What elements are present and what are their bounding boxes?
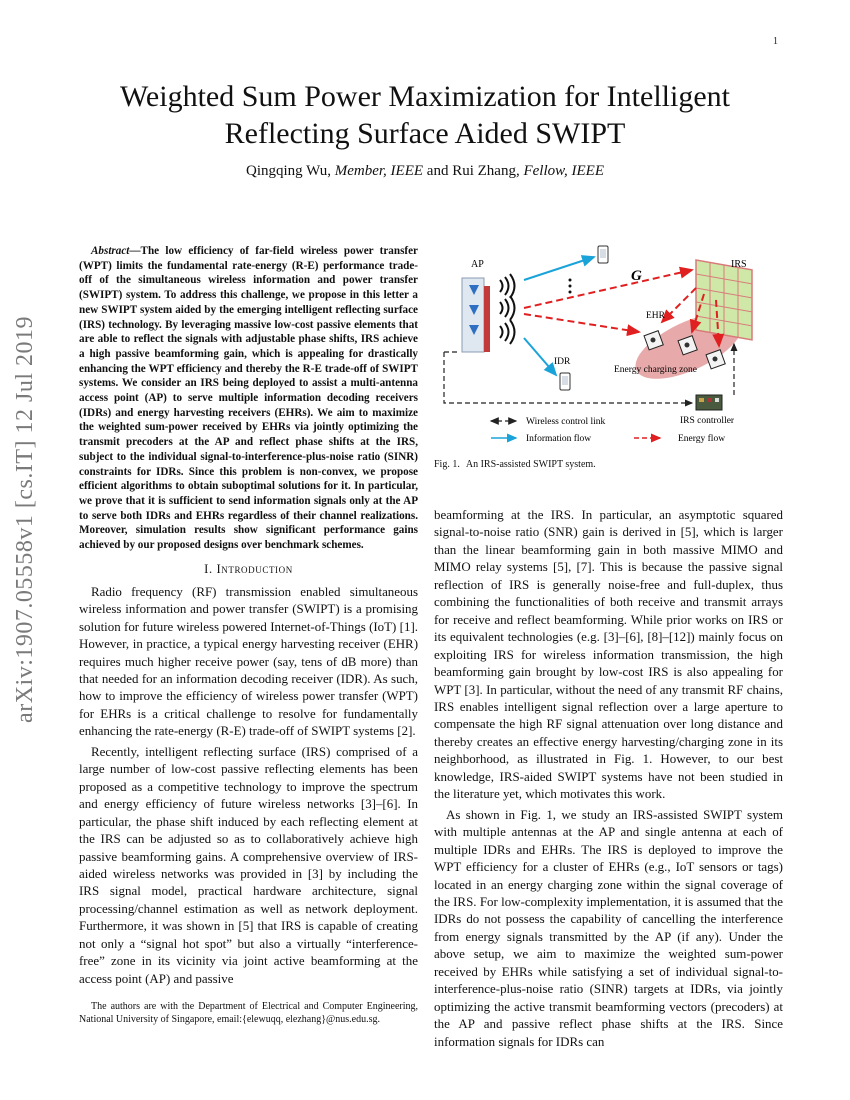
section-heading-introduction: I. Introduction: [204, 561, 293, 576]
abstract: [79, 244, 418, 553]
idr-label: IDR: [554, 357, 571, 367]
figure-caption-text: An IRS-assisted SWIPT system.: [465, 459, 596, 470]
idr-device-icon: [560, 373, 570, 390]
figure-caption: [434, 459, 596, 470]
energy-flow-arrow: [524, 270, 692, 308]
energy-flow-arrow: [524, 314, 639, 332]
abstract-label: Abstract: [91, 245, 130, 257]
legend-info-label: Information flow: [526, 434, 592, 444]
author-membership: Fellow, IEEE: [523, 163, 604, 179]
info-flow-arrow: [524, 257, 594, 280]
author-name: Rui Zhang,: [452, 163, 520, 179]
legend-control-label: Wireless control link: [526, 417, 606, 427]
body-paragraph: Recently, intelligent reflecting surface (IRS) comprised of a large number of low-cost passive reflecting elements has been proposed as a competitive technology to improve the spectrum and energy efficiency of future wireless networks [3]–[6]. In particular, the phase shift induced by each reflecting element at the IRS can be adjusted so as to collaboratively achieve high passive beamforming gains. A comprehensive overview of IRS-aided wireless networks was provided in [3] by including the IRS signal model, practical hardware architecture, signal processing/channel estimation as well as network deployment. Furthermore, it was shown in [5] that IRS is capable of creating not only a “signal hot spot” but also a virtually “interference-free” zone in its vicinity via joint active beamforming at the access point (AP) and passive: [79, 743, 418, 986]
body-paragraph: As shown in Fig. 1, we study an IRS-assisted SWIPT system with multiple antennas at the AP and single antenna at each of multiple IDRs and EHRs. The IRS is deployed to improve the WPT efficiency for a cluster of EHRs (e.g., IoT sensors or tags) located in an energy charging zone within the signal coverage of the IRS. For low-complexity implementation, it is assumed that the IDRs do not possess the capability of cancelling the interference from energy signals transmitted by the AP (if any). Under the above setup, we aim to maximize the weighted sum-power received by EHRs while satisfying a set of individual signal-to-interference-plus-noise ratio (SINR) targets at IDRs, via jointly optimizing the active transmit beamforming vectors (precoders) at the AP and passive reflect phase shifts at the IRS. Since information signals for IDRs can: [434, 806, 783, 1049]
abstract-text: —The low efficiency of far-field wireless power transfer (WPT) limits the fundamental rate-energy (R-E) performance trade-off of the simultaneous wireless information and power transfer (SWIPT) system. To address this challenge, we propose in this letter a new SWIPT system aided by the emerging intelligent reflecting surface (IRS) technology. By leveraging massive low-cost passive elements that are able to reflect the signals with adjustable phase shifts, IRS achieve a high passive beamforming gain, which is appealing for drastically enhancing the WPT efficiency and thereby the R-E trade-off of SWIPT systems. We consider an IRS being deployed to assist a multi-antenna access point (AP) to serve multiple information decoding receivers (IDRs) and energy harvesting receivers (EHRs). We aim to maximize the weighted sum-power received by EHRs via jointly optimizing the transmit precoders at the AP and reflect phase shifts at the IRS, subject to the individual signal-to-interference-plus-noise ratio (SINR) constraints for IDRs. Since this problem is non-convex, we propose efficient algorithms to obtain suboptimal solutions for it. In particular, we prove that it is sufficient to send information signals only at the AP to serve both IDRs and EHRs regardless of their channel realizations. Moreover, simulation results show significant performance gains achieved by our proposed designs over benchmark schemes.: [79, 245, 418, 552]
legend-energy-label: Energy flow: [678, 434, 726, 444]
irs-panel: [696, 260, 752, 340]
ap-label: AP: [471, 259, 484, 270]
author-line: [70, 163, 780, 180]
irs-controller-icon: [696, 395, 722, 410]
page-number: 1: [773, 36, 778, 47]
access-point-icon: [462, 274, 515, 352]
author-membership: Member, IEEE: [334, 163, 424, 179]
irs-controller-label: IRS controller: [680, 416, 735, 426]
right-column: [434, 506, 783, 1050]
device-icon: [598, 246, 608, 263]
author-name: Qingqing Wu,: [246, 163, 331, 179]
figure-1: [434, 240, 784, 460]
energy-charging-zone-label: Energy charging zone: [614, 365, 698, 375]
body-paragraph: beamforming at the IRS. In particular, an asymptotic squared signal-to-noise ratio (SNR) gain is derived in [5], which is larger than the linear beamforming gain in both massive MIMO and MIMO relay systems [5], [7]. This is because the passive signal reflection of IRS is generally noise-free and full-duplex, thus combining the functionalities of both receive and transmit arrays for receive and reflect beamforming. While prior works on IRS or its equivalent technologies (e.g. [3]–[6], [8]–[12]) mainly focus on exploiting IRS for wireless information transmission, the high beamforming gain brought by low-cost IRS is also appealing for WPT [3]. In particular, without the need of any transmit RF chains, IRS enables intelligent signal reflection over a large aperture to compensate the high RF signal attenuation over long distance and thereby creates an effective energy harvesting/charging zone in its neighborhood, as illustrated in Fig. 1. However, to our best knowledge, IRS-aided SWIPT systems have not been studied in the literature yet, which motivates this work.: [434, 507, 783, 802]
left-column: [79, 244, 418, 987]
irs-label: IRS: [731, 259, 747, 270]
energy-flow-arrow: [662, 288, 696, 322]
paper-title: Weighted Sum Power Maximization for Intelligent Reflecting Surface Aided SWIPT: [120, 80, 730, 150]
system-diagram: [434, 240, 784, 460]
info-flow-arrow: [524, 338, 556, 375]
channel-g-label: G: [631, 268, 642, 284]
ellipsis-dots: [569, 279, 572, 294]
author-conjunction: and: [426, 163, 449, 179]
figure-caption-label: Fig. 1.: [434, 459, 460, 470]
arxiv-identifier: arXiv:1907.05558v1 [cs.IT] 12 Jul 2019: [12, 316, 38, 723]
author-affiliation-footnote: The authors are with the Department of Electrical and Computer Engineering, National University of Singapore, email:{elewuqq, elezhang}@nus.edu.sg.: [79, 1001, 418, 1025]
ehr-label: EHR: [646, 311, 665, 321]
body-paragraph: Radio frequency (RF) transmission enabled simultaneous wireless information and power transfer (SWIPT) is a promising solution for future wireless powered Internet-of-Things (IoT) [1]. However, in practice, a typical energy harvesting receiver (EHR) requires much higher receive power (say, tens of dB more) than that needed for an information decoding receiver (IDR). As such, how to improve the efficiency of wireless power transfer (WPT) for EHRs is a critical challenge to resolve for fundamentally enhancing the rate-energy (R-E) trade-off of SWIPT systems [2].: [79, 583, 418, 739]
